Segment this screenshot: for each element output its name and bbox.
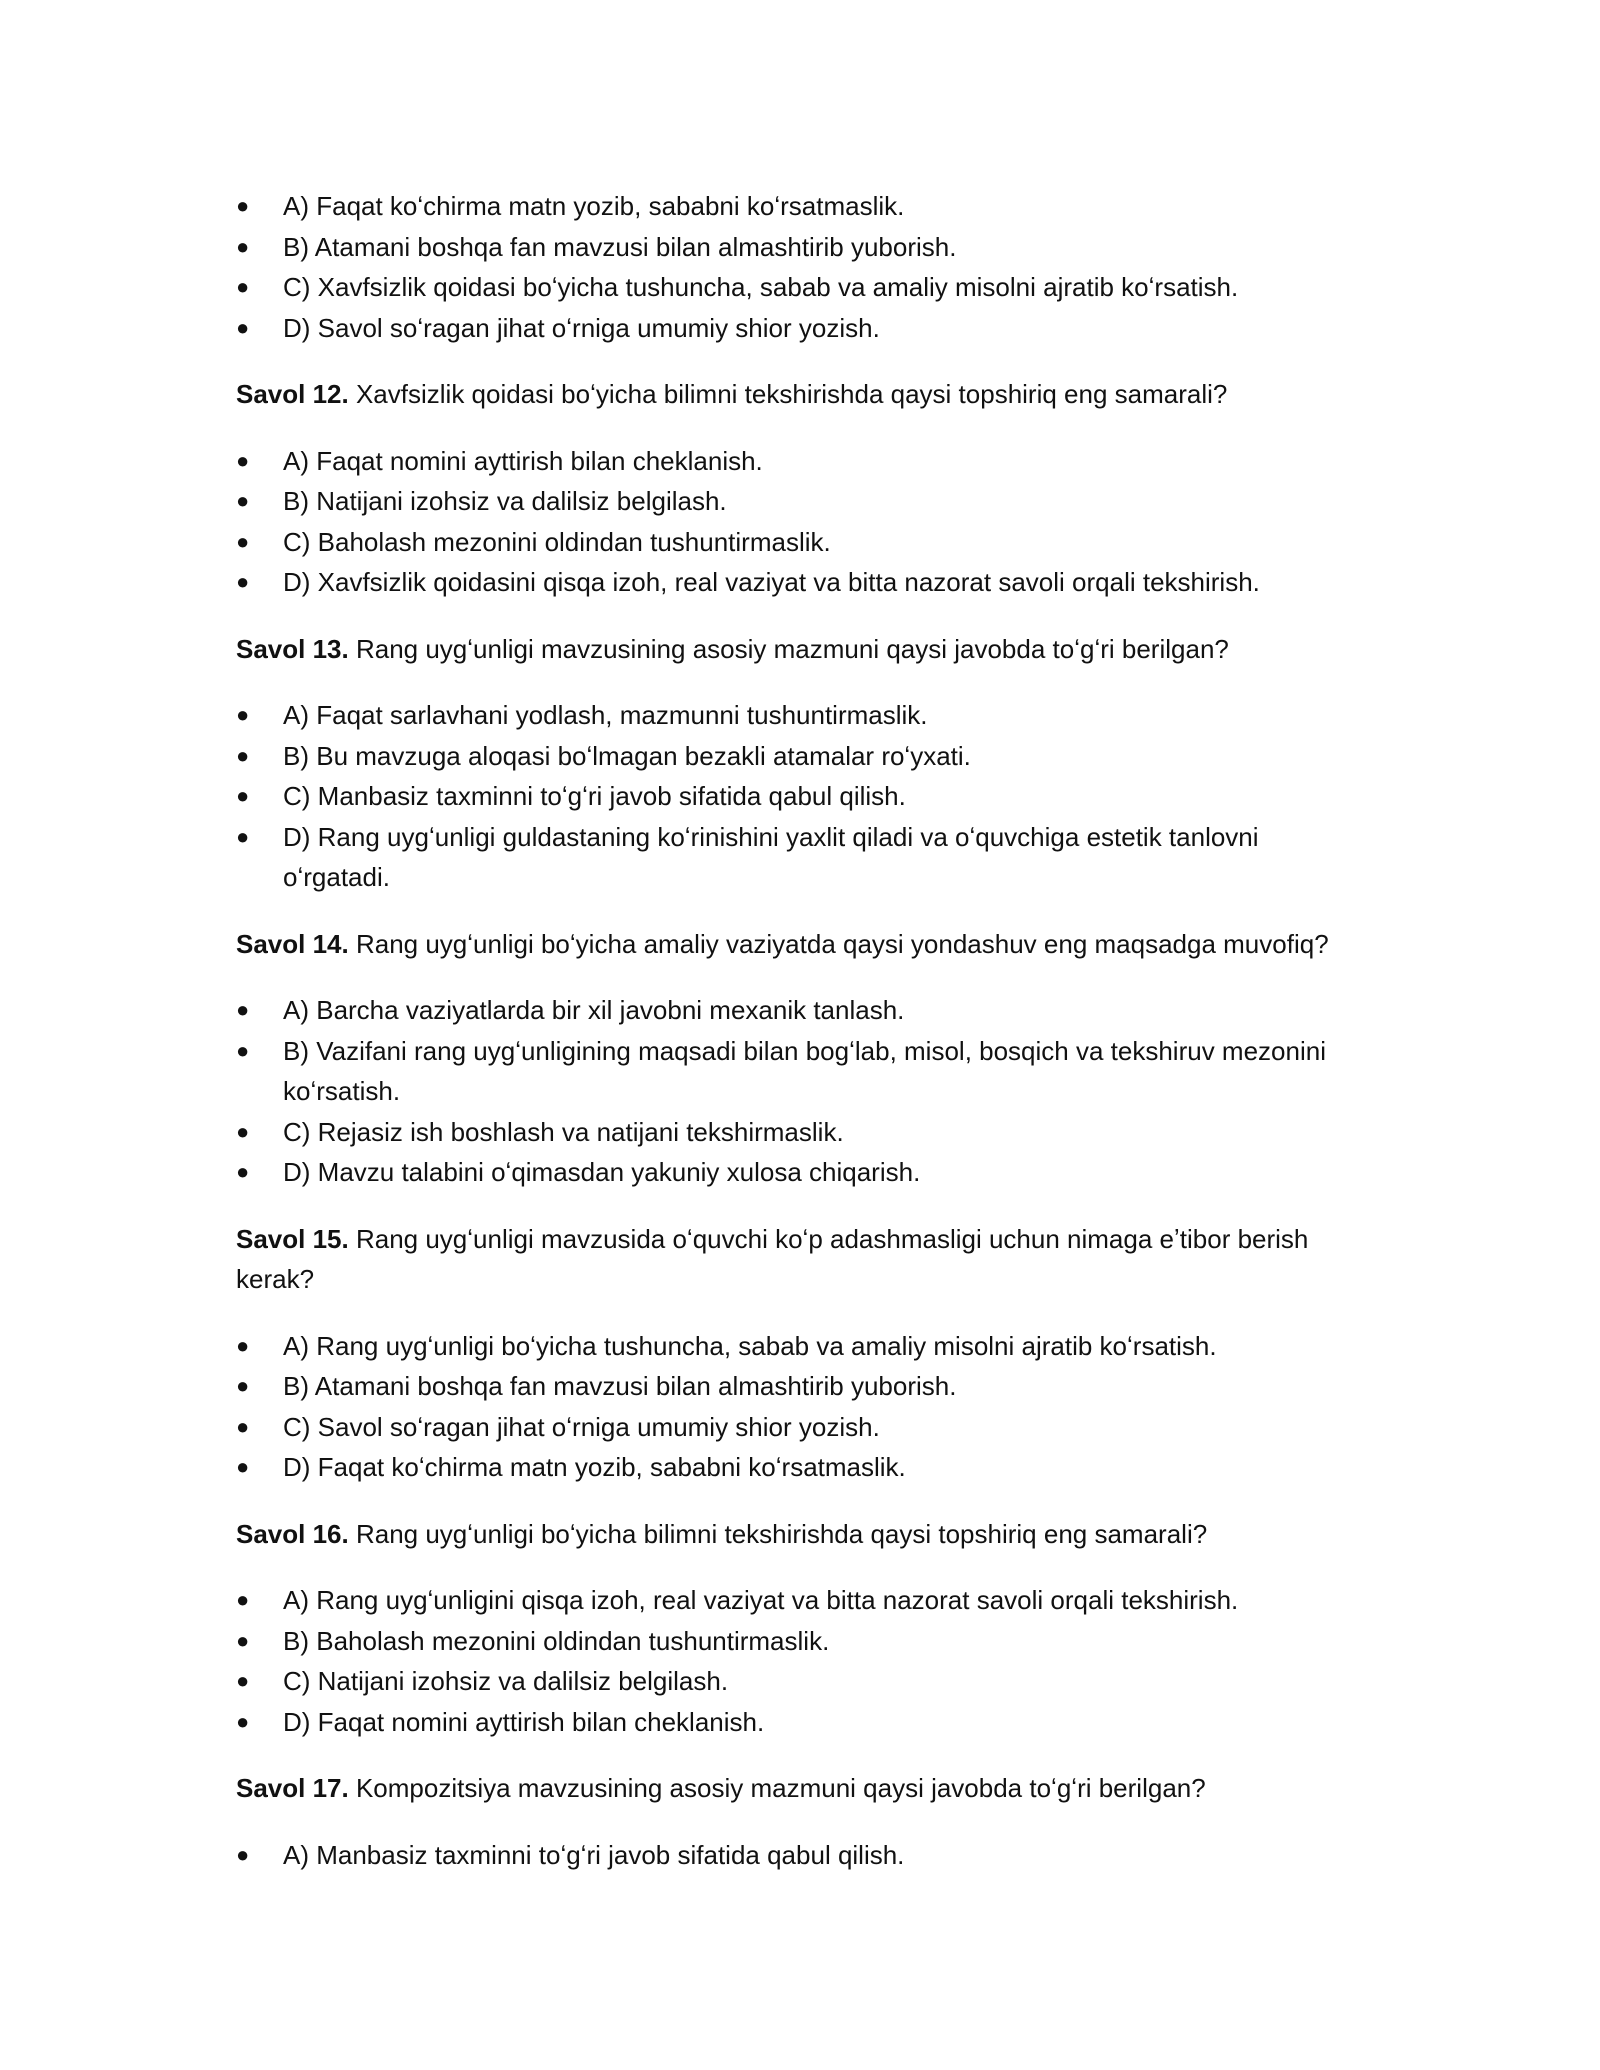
- bullet-icon: ●: [236, 1627, 250, 1653]
- bullet-icon: ●: [236, 1332, 250, 1358]
- bullet-icon: ●: [236, 1841, 250, 1867]
- option-item: [236, 1152, 1366, 1193]
- question-text: Rang uygʻunligi mavzusining asosiy mazmuni qaysi javobda toʻgʻri berilgan?: [348, 633, 1229, 664]
- option-item: [236, 522, 1366, 563]
- option-text: C) Baholash mezonini oldindan tushuntirmaslik.: [283, 526, 831, 557]
- option-item: [236, 1447, 1366, 1488]
- question-number: Savol 15.: [236, 1223, 349, 1254]
- option-text: B) Vazifani rang uygʻunligining maqsadi bilan bogʻlab, misol, bosqich va tekshiruv mezonini koʻrsatish.: [283, 1035, 1326, 1106]
- question-text: Rang uygʻunligi boʻyicha bilimni tekshirishda qaysi topshiriq eng samarali?: [348, 1518, 1208, 1549]
- option-text: A) Faqat sarlavhani yodlash, mazmunni tushuntirmaslik.: [283, 700, 928, 730]
- question-number: Savol 16.: [236, 1518, 349, 1549]
- option-text: C) Manbasiz taxminni toʻgʻri javob sifatida qabul qilish.: [283, 781, 906, 811]
- bullet-icon: ●: [236, 997, 250, 1022]
- option-item: [236, 817, 1366, 898]
- bullet-icon: ●: [236, 1037, 250, 1063]
- question-12: [236, 374, 1366, 415]
- option-list: [236, 186, 1366, 348]
- option-list: [236, 1835, 1366, 1876]
- bullet-icon: ●: [236, 1159, 250, 1184]
- document-page: [236, 186, 1366, 1875]
- option-item: [236, 1112, 1366, 1153]
- option-item: [236, 1407, 1366, 1448]
- option-text: A) Faqat koʻchirma matn yozib, sababni koʻrsatmaslik.: [283, 191, 905, 221]
- option-text: C) Rejasiz ish boshlash va natijani tekshirmaslik.: [283, 1116, 844, 1147]
- option-text: A) Rang uygʻunligi boʻyicha tushuncha, sabab va amaliy misolni ajratib koʻrsatish.: [283, 1330, 1217, 1361]
- option-item: [236, 267, 1366, 308]
- option-list: [236, 441, 1366, 603]
- bullet-icon: ●: [236, 314, 250, 340]
- question-number: Savol 14.: [236, 928, 349, 959]
- option-text: C) Natijani izohsiz va dalilsiz belgilash.: [283, 1666, 729, 1696]
- question-14: [236, 924, 1366, 965]
- option-text: D) Rang uygʻunligi guldastaning koʻrinishini yaxlit qiladi va oʻquvchiga estetik tanlovni oʻrgatadi.: [283, 821, 1259, 892]
- option-text: B) Atamani boshqa fan mavzusi bilan almashtirib yuborish.: [283, 1371, 957, 1401]
- option-text: C) Xavfsizlik qoidasi boʻyicha tushuncha, sabab va amaliy misolni ajratib koʻrsatish.: [283, 272, 1239, 302]
- question-number: Savol 12.: [236, 379, 349, 409]
- question-text: Xavfsizlik qoidasi boʻyicha bilimni tekshirishda qaysi topshiriq eng samarali?: [348, 379, 1228, 409]
- option-text: B) Natijani izohsiz va dalilsiz belgilash.: [283, 486, 727, 516]
- bullet-icon: ●: [236, 1587, 250, 1612]
- bullet-icon: ●: [236, 569, 250, 594]
- option-item: [236, 990, 1366, 1031]
- option-text: D) Savol soʻragan jihat oʻrniga umumiy shior yozish.: [283, 312, 880, 343]
- option-text: D) Faqat koʻchirma matn yozib, sababni koʻrsatmaslik.: [283, 1452, 906, 1482]
- option-item: [236, 441, 1366, 482]
- bullet-icon: ●: [236, 233, 250, 259]
- bullet-icon: ●: [236, 823, 250, 849]
- bullet-icon: ●: [236, 528, 250, 554]
- question-number: Savol 13.: [236, 633, 349, 664]
- option-item: [236, 481, 1366, 522]
- question-16: [236, 1514, 1366, 1555]
- option-text: B) Baholash mezonini oldindan tushuntirmaslik.: [283, 1625, 830, 1656]
- bullet-icon: ●: [236, 1118, 250, 1144]
- bullet-icon: ●: [236, 702, 250, 727]
- bullet-icon: ●: [236, 1413, 250, 1439]
- option-text: D) Xavfsizlik qoidasini qisqa izoh, real vaziyat va bitta nazorat savoli orqali tekshirish.: [283, 567, 1260, 597]
- bullet-icon: ●: [236, 1668, 250, 1693]
- option-item: [236, 1621, 1366, 1662]
- bullet-icon: ●: [236, 488, 250, 513]
- question-text: Kompozitsiya mavzusining asosiy mazmuni qaysi javobda toʻgʻri berilgan?: [348, 1773, 1206, 1803]
- bullet-icon: ●: [236, 1708, 250, 1734]
- option-item: [236, 186, 1366, 227]
- question-text: Rang uygʻunligi mavzusida oʻquvchi koʻp adashmasligi uchun nimaga eʼtibor berish kerak?: [236, 1223, 1309, 1294]
- option-text: A) Barcha vaziyatlarda bir xil javobni mexanik tanlash.: [283, 995, 905, 1025]
- option-text: D) Mavzu talabini oʻqimasdan yakuniy xulosa chiqarish.: [283, 1157, 921, 1187]
- option-text: A) Faqat nomini ayttirish bilan cheklanish.: [283, 445, 763, 476]
- question-17: [236, 1768, 1366, 1809]
- bullet-icon: ●: [236, 274, 250, 299]
- question-text: Rang uygʻunligi boʻyicha amaliy vaziyatda qaysi yondashuv eng maqsadga muvofiq?: [348, 928, 1329, 959]
- option-text: A) Rang uygʻunligini qisqa izoh, real vaziyat va bitta nazorat savoli orqali tekshirish.: [283, 1585, 1239, 1615]
- option-item: [236, 562, 1366, 603]
- question-13: [236, 629, 1366, 670]
- option-item: [236, 736, 1366, 777]
- option-list: [236, 695, 1366, 898]
- bullet-icon: ●: [236, 193, 250, 218]
- option-text: D) Faqat nomini ayttirish bilan cheklanish.: [283, 1706, 765, 1737]
- question-15: [236, 1219, 1366, 1300]
- option-item: [236, 695, 1366, 736]
- option-list: [236, 990, 1366, 1193]
- option-text: C) Savol soʻragan jihat oʻrniga umumiy shior yozish.: [283, 1411, 880, 1442]
- option-item: [236, 776, 1366, 817]
- option-item: [236, 1702, 1366, 1743]
- question-number: Savol 17.: [236, 1773, 349, 1803]
- option-item: [236, 1366, 1366, 1407]
- bullet-icon: ●: [236, 1454, 250, 1479]
- option-item: [236, 308, 1366, 349]
- option-list: [236, 1326, 1366, 1488]
- option-item: [236, 227, 1366, 268]
- option-text: B) Atamani boshqa fan mavzusi bilan almashtirib yuborish.: [283, 231, 957, 262]
- option-text: B) Bu mavzuga aloqasi boʻlmagan bezakli atamalar roʻyxati.: [283, 740, 971, 771]
- option-item: [236, 1031, 1366, 1112]
- bullet-icon: ●: [236, 1373, 250, 1398]
- option-item: [236, 1326, 1366, 1367]
- option-list: [236, 1580, 1366, 1742]
- option-item: [236, 1580, 1366, 1621]
- bullet-icon: ●: [236, 742, 250, 768]
- bullet-icon: ●: [236, 447, 250, 473]
- option-text: A) Manbasiz taxminni toʻgʻri javob sifatida qabul qilish.: [283, 1839, 905, 1870]
- bullet-icon: ●: [236, 783, 250, 808]
- option-item: [236, 1835, 1366, 1876]
- option-item: [236, 1661, 1366, 1702]
